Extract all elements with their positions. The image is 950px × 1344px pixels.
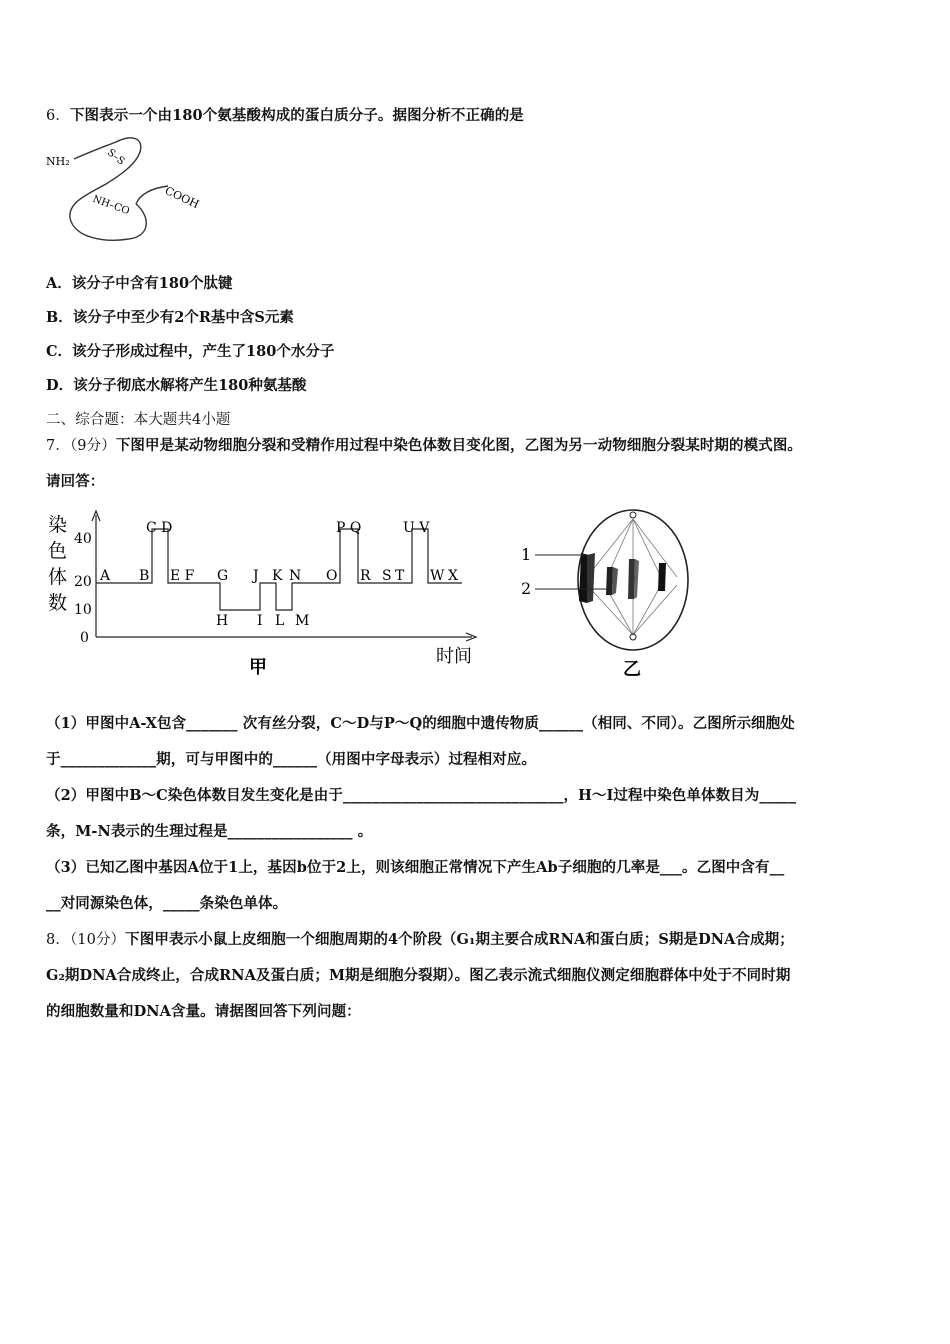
q7-stem	[46, 434, 802, 455]
label-i: I	[257, 613, 263, 629]
chart-jia-ylabel	[48, 514, 67, 614]
option-text: 该分子中至少有2个R基中含S元素	[72, 309, 294, 326]
section-title	[46, 408, 231, 429]
q6-option-b[interactable]	[46, 306, 294, 327]
label-2: 2	[521, 579, 532, 598]
label-b: B	[139, 568, 150, 584]
ytick-20: 20	[74, 574, 92, 590]
q8-line2	[46, 964, 790, 985]
q6-option-a[interactable]	[46, 272, 233, 293]
label-n: N	[289, 568, 302, 584]
label-pq: P Q	[336, 520, 362, 536]
option-key: A．	[46, 275, 72, 292]
ylabel-char-1: 染	[48, 514, 68, 536]
q7-stem-2-text: 请回答：	[46, 473, 105, 490]
label-x: X	[448, 568, 458, 584]
q7-part1-text1: （1）甲图中A-X包含_______ 次有丝分裂，C～D与P～Q的细胞中遗传物质______（相同、不同）。乙图所示细胞处	[46, 715, 795, 732]
label-h: H	[216, 613, 229, 629]
ss-bond-label: S–S	[105, 147, 127, 168]
q8-line1-text: 下图甲表示小鼠上皮细胞一个细胞周期的4个阶段（G₁期主要合成RNA和蛋白质；S期是DNA合成期；	[125, 931, 794, 948]
label-w: W	[430, 568, 445, 584]
ylabel-char-2: 色	[48, 540, 68, 562]
nh2-label: NH₂	[46, 155, 70, 168]
q7-part2-line1	[46, 784, 796, 805]
label-ef: E F	[170, 568, 195, 584]
q8-number: 8．	[46, 932, 70, 948]
q8-line3-text: 的细胞数量和DNA含量。请据图回答下列问题：	[46, 1003, 361, 1020]
chart-jia	[44, 505, 484, 685]
ytick-40: 40	[74, 531, 92, 547]
label-g: G	[217, 568, 229, 584]
q6-stem-text: 下图表示一个由180个氨基酸构成的蛋白质分子。据图分析不正确的是	[69, 107, 524, 124]
q7-part1-line2	[46, 748, 536, 769]
option-key: D．	[46, 377, 74, 394]
option-text: 该分子彻底水解将产生180种氨基酸	[73, 377, 307, 394]
label-cd: C D	[146, 520, 173, 536]
q7-number: 7．	[46, 438, 70, 454]
q7-part3-line2	[46, 892, 287, 913]
label-1: 1	[521, 545, 532, 564]
ytick-0: 0	[80, 630, 89, 646]
point-labels	[99, 520, 458, 629]
chart-jia-caption: 甲	[249, 657, 267, 678]
label-o: O	[326, 568, 338, 584]
ylabel-char-3: 体	[48, 566, 68, 588]
q7-part1-line1	[46, 712, 795, 733]
chromosome-4	[658, 563, 666, 591]
label-t: T	[395, 568, 405, 584]
q8-line2-text: G₂期DNA合成终止，合成RNA及蛋白质；M期是细胞分裂期）。图乙表示流式细胞仪测定细胞群体中处于不同时期	[46, 967, 791, 984]
peptide-bond-label: NH–CO	[91, 193, 131, 218]
chromosome-1	[579, 553, 595, 603]
option-key: B．	[46, 309, 73, 326]
ytick-10: 10	[74, 602, 92, 618]
label-m: M	[295, 613, 310, 629]
option-text: 该分子中含有180个肽键	[71, 275, 233, 292]
label-s: S	[382, 568, 392, 584]
label-r: R	[360, 568, 371, 584]
option-text: 该分子形成过程中，产生了180个水分子	[72, 343, 335, 360]
label-uv: U V	[403, 520, 430, 536]
q8-score: （10分）	[69, 932, 126, 948]
q6-option-c[interactable]	[46, 340, 334, 361]
q7-part2-text1: （2）甲图中B～C染色体数目发生变化是由于______________________________，H～I过程中染色单体数目为_____	[46, 787, 797, 804]
q6-stem	[46, 104, 524, 125]
q7-part3-text2: __对同源染色体，_____条染色单体。	[46, 895, 288, 912]
q7-stem-text: 下图甲是某动物细胞分裂和受精作用过程中染色体数目变化图，乙图为另一动物细胞分裂某时期的模式图。	[115, 437, 803, 454]
label-k: K	[272, 568, 283, 584]
q8-line1	[46, 928, 794, 949]
cell-figure-yi	[515, 503, 715, 683]
q6-number: 6．	[46, 108, 70, 124]
q7-score: （9分）	[69, 438, 116, 454]
cooh-label: COOH	[162, 184, 202, 212]
q7-stem-2	[46, 470, 104, 491]
cell-figure-caption: 乙	[623, 659, 641, 680]
centriole-top	[630, 512, 636, 518]
q7-part2-line2	[46, 820, 372, 841]
q7-part2-text2: 条，M-N表示的生理过程是_________________ 。	[46, 823, 373, 840]
label-l: L	[275, 613, 285, 629]
q7-part3-line1	[46, 856, 784, 877]
x-axis-label: 时间	[436, 646, 472, 667]
q7-part3-text1: （3）已知乙图中基因A位于1上，基因b位于2上，则该细胞正常情况下产生Ab子细胞的几率是___。乙图中含有__	[46, 859, 785, 876]
q6-option-d[interactable]	[46, 374, 306, 395]
label-j: J	[253, 568, 259, 584]
chromosome-2	[606, 567, 618, 595]
option-key: C．	[46, 343, 73, 360]
protein-figure	[44, 132, 214, 247]
chromosome-3	[628, 559, 639, 599]
ylabel-char-4: 数	[48, 592, 68, 614]
section-title-text: 二、综合题：本大题共4小题	[46, 412, 231, 428]
q8-line3	[46, 1000, 361, 1021]
q7-part1-text2: 于_____________期，可与甲图中的______（用图中字母表示）过程相对应。	[46, 751, 537, 768]
label-a: A	[100, 568, 111, 584]
